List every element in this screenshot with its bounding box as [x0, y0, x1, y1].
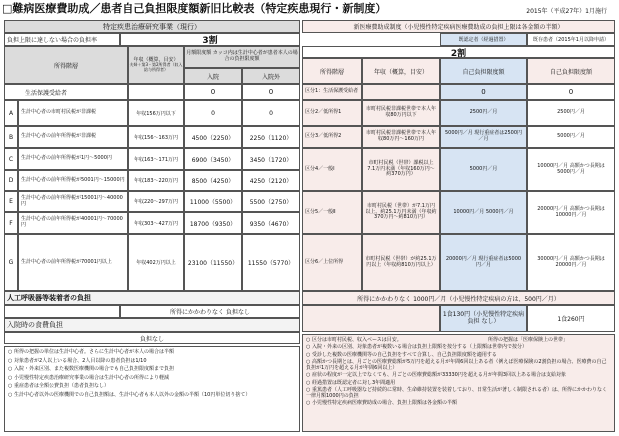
- old-welfare-out: 0: [242, 84, 300, 100]
- new-meal-blank: [302, 305, 440, 332]
- new-rate-value: 2割: [302, 46, 615, 58]
- old-income: 年収303〜427万円: [128, 212, 184, 234]
- old-income: 年収402万円以上: [128, 234, 184, 291]
- new-grade: 区分5／一般Ⅱ: [302, 191, 362, 234]
- old-desc: 生計中心者の前年所得税が70001円以上: [18, 234, 128, 291]
- old-in: 0: [184, 100, 242, 126]
- new-notes: [302, 334, 615, 432]
- old-desc: 生計中心者の前年所得税が非課税: [18, 126, 128, 148]
- new-col-limit: 自己負担限度額: [440, 58, 527, 84]
- new-welfare-existing: 0: [440, 84, 527, 100]
- old-grade: E: [4, 191, 18, 212]
- old-grade: A: [4, 100, 18, 126]
- old-in: 4500（2250）: [184, 126, 242, 148]
- new-meal-general: 1食260円: [527, 305, 615, 332]
- old-welfare-income: [128, 84, 184, 100]
- old-out: 9350（4670）: [242, 212, 300, 234]
- old-desc: 生計中心者の前年所得税が15001円〜40000円: [18, 191, 128, 212]
- new-existing: 5000円／月: [440, 148, 527, 191]
- new-income: 市町村民税非課税世帯で本人年収80万円以下: [362, 100, 440, 126]
- old-rate-value: 3割: [120, 33, 300, 46]
- old-col-out: 入院外: [242, 68, 300, 84]
- old-system-header: 特定疾患治療研究事業（現行）: [4, 20, 300, 33]
- old-out: 11550（5770）: [242, 234, 300, 291]
- old-col-in: 入院: [184, 68, 242, 84]
- new-note-item: ○ 症状の程度が一定以上でなくても、月ごとの医療費総額が33330円を超える月が年間3回以上ある場合は支給対象: [306, 372, 567, 379]
- new-general: 30000円／月 高額かつ長期は20000円／月: [527, 234, 615, 291]
- new-existing: 5000円／月 現行重症者は2500円／月: [440, 126, 527, 148]
- old-ventilator-value: 所得にかかわりなく 負担なし: [120, 305, 300, 318]
- old-out: 2250（1120）: [242, 126, 300, 148]
- new-grade: 区分3／低所得2: [302, 126, 362, 148]
- old-in: 6900（3450）: [184, 148, 242, 170]
- old-rate-label: 負担上限に達しない場合の負担率: [4, 33, 120, 46]
- old-in: 23100（11550）: [184, 234, 242, 291]
- new-note-item: ○ 高額かつ長期とは、月ごとの医療費総額が5万円を超える月が年間6回以上ある者（例えば医療保険の2割負担の場合、医療費の自己負担が1万円を超える月が年間6回以上）: [306, 358, 607, 371]
- old-out: 0: [242, 100, 300, 126]
- old-col-income-main: 年収（概算，目安）: [133, 56, 179, 63]
- old-ventilator-blank: [4, 305, 120, 318]
- new-grade: 区分4／一般Ⅰ: [302, 148, 362, 191]
- new-income: 市町村民税（世帯）が約25.1万円以上（年収約810万円以上）: [362, 234, 440, 291]
- new-meal-existing: 1食130円（小児慢性特定疾病負担 なし）: [440, 305, 527, 332]
- new-existing: 2500円／月: [440, 100, 527, 126]
- new-income: 市町村民税非課税世帯で本人年収80万円〜160万円: [362, 126, 440, 148]
- new-system-header: 新医療費助成制度（小児慢性特定疾病医療費助成の負担上限は各金額の半額）: [302, 20, 615, 33]
- new-col-limit-general: 自己負担限度額: [527, 58, 615, 84]
- new-income: 市町村民税（世帯）が7.1万円以上、約25.1万円未満（年収約370万円〜約810万円）: [362, 191, 440, 234]
- new-general: 2500円／月: [527, 100, 615, 126]
- old-in: 18700（9350）: [184, 212, 242, 234]
- old-desc: 生計中心者の前年所得税が40001円〜70000円: [18, 212, 128, 234]
- new-existing-header: 既認定者（経過措置）: [440, 33, 527, 46]
- new-general: 5000円／月: [527, 126, 615, 148]
- old-note-item: ○ 入院・外来区別、また複数医療機関の場合でも自己負担限度額まで負担: [8, 366, 174, 372]
- old-in: 11000（5500）: [184, 191, 242, 212]
- old-note-item: ○ 小児慢性特定疾患治療研究事業の場合は生計中心者の所得により軽減: [8, 374, 169, 381]
- old-income: 年収156〜163万円: [128, 126, 184, 148]
- new-ventilator-value: 所得にかかわりなく 1000円／月（小児慢性特定疾病の方は、500円／月）: [302, 291, 615, 305]
- new-col-income: 年収（概算，目安）: [362, 58, 440, 84]
- effective-date: 2015年（平成27年）1月施行: [526, 8, 607, 15]
- new-note-item: ○ 経過措置は既認定者に対し3年間適用: [306, 379, 396, 386]
- old-income: 年収183〜220万円: [128, 170, 184, 191]
- old-desc: 生計中心者の前年所得税が1円〜5000円: [18, 148, 128, 170]
- old-grade: D: [4, 170, 18, 191]
- old-grade: G: [4, 234, 18, 291]
- old-note-item: ○ 生計中心者以外の医療機関での自己負担額は、生計中心者も本人以外の金額の半額（10円単位切り捨て）: [8, 391, 251, 398]
- old-note-item: ○ 所得の把握の単位は生計中心者。さらに生計中心者が本人の場合は半額: [8, 349, 174, 355]
- old-col-income-note: 夫婦＋第3・第2所得者（収入給与所得者）: [129, 62, 183, 72]
- new-note-item: ○ 区分は市町村民税、収入ベースは目安。: [306, 337, 402, 343]
- new-severe-header: 既存患者（2015年1月以降申請）: [527, 33, 615, 46]
- new-general: 20000円／月 高額かつ長期は10000円／月: [527, 191, 615, 234]
- new-note-item: ○ 小児慢性特定疾病医療費助成の場合、負担上限額は各金額の半額: [306, 400, 457, 407]
- old-income: 年収156万円以下: [128, 100, 184, 126]
- old-note-item: ○ 重症患者は全額公費負担（患者負担なし）: [8, 383, 109, 389]
- old-notes: [4, 346, 300, 432]
- old-desc: 生計中心者の前年所得税が5001円〜15000円: [18, 170, 128, 191]
- new-note-item: ○ 入院・外来の区別、対象患者が複数いる場合は負担上限額を按分する（上限額は世帯内で按分）: [306, 344, 527, 351]
- old-in: 8500（4250）: [184, 170, 242, 191]
- old-col-income: [128, 46, 184, 84]
- old-meal-label: 入院時の食費負担: [4, 318, 300, 332]
- new-welfare-label: 区分1：生活保護受給者: [302, 84, 362, 100]
- old-note-item: ○ 対象患者が2人以上いる場合、2人目以降の患者負担は1/10: [8, 357, 147, 364]
- old-grade: B: [4, 126, 18, 148]
- new-note-item: ○ 受診した複数の医療機関等の自己負担をすべて合算し、自己負担限度額を適用する: [306, 351, 497, 358]
- old-welfare-in: 0: [184, 84, 242, 100]
- new-note-item: ○ 重篤患者（人工呼吸器など持続的に常時、生命維持装置を装着しており、日常生活が著しく制限される者）は、所得にかかわりなく一律月額1000円の負担: [306, 386, 607, 399]
- old-col-class: 所得階層: [4, 46, 128, 84]
- new-welfare-income: [362, 84, 440, 100]
- old-income: 年収163〜171万円: [128, 148, 184, 170]
- old-out: 3450（1720）: [242, 148, 300, 170]
- new-grade: 区分6／上位所得: [302, 234, 362, 291]
- old-grade: C: [4, 148, 18, 170]
- new-existing: 20000円／月 現行重症者は5000円／月: [440, 234, 527, 291]
- new-general: 10000円／月 高額かつ長期は5000円／月: [527, 148, 615, 191]
- old-meal-value: 負担なし: [4, 332, 300, 344]
- old-ventilator-label: 人工呼吸器等装着者の負担: [4, 291, 300, 305]
- page-title: □難病医療費助成／患者自己負担限度額新旧比較表（特定疾患現行・新制度）: [2, 2, 387, 15]
- new-grade: 区分2／低所得1: [302, 100, 362, 126]
- new-existing: 10000円／月 5000円／月: [440, 191, 527, 234]
- old-welfare-label: 生活保護受給者: [4, 84, 128, 100]
- new-col-class: 所得階層: [302, 58, 362, 84]
- old-income: 年収220〜297万円: [128, 191, 184, 212]
- old-col-limit: 月額限度額 カッコ内は生計中心者が患者本人の場合の負担限度額: [184, 46, 300, 68]
- old-out: 5500（2750）: [242, 191, 300, 212]
- old-out: 4250（2120）: [242, 170, 300, 191]
- new-welfare-general: 0: [527, 84, 615, 100]
- old-desc: 生計中心者の市町村民税が非課税: [18, 100, 128, 126]
- old-grade: F: [4, 212, 18, 234]
- new-note-right-0: 所得の把握は「医療保険上の世帯」: [488, 337, 569, 343]
- new-income: 市町村民税（世帯）課税以上7.1万円未満（年収160万円〜約370万円）: [362, 148, 440, 191]
